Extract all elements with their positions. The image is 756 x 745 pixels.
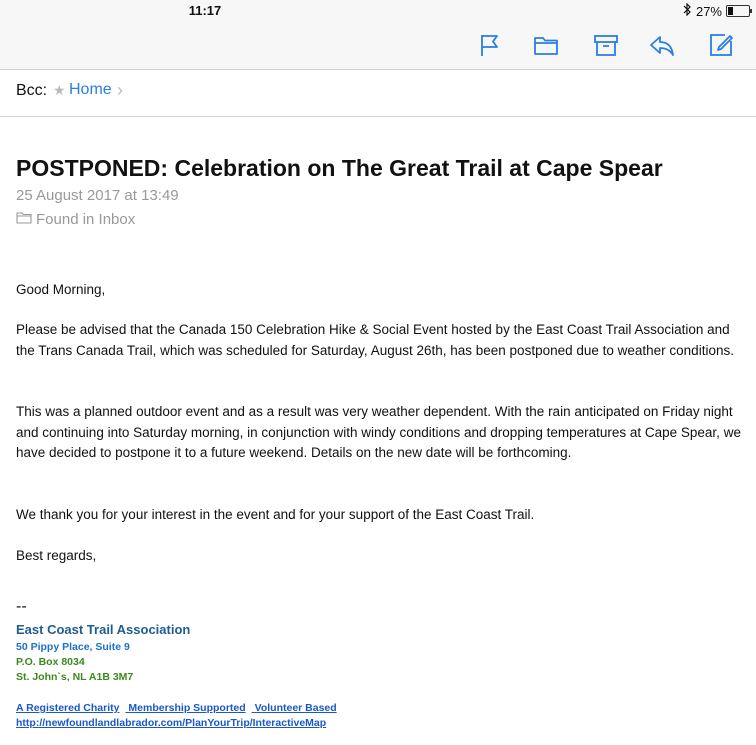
bcc-label: Bcc:: [16, 82, 48, 99]
battery-percent: 27%: [695, 3, 722, 19]
signature-org: East Coast Trail Association: [16, 622, 191, 637]
email-location[interactable]: [16, 211, 135, 228]
status-time: 11:17: [188, 3, 222, 18]
link-membership-supported[interactable]: Membership Supported: [128, 702, 246, 714]
link-registered-charity[interactable]: A Registered Charity: [16, 702, 120, 714]
email-closing: Best regards,: [16, 548, 97, 563]
email-toolbar: [0, 22, 756, 70]
status-right: [682, 3, 750, 19]
signature-url[interactable]: http://newfoundlandlabrador.com/PlanYourTrip/InteractiveMap: [16, 717, 327, 729]
email-greeting: Good Morning,: [16, 282, 106, 297]
link-volunteer-based[interactable]: Volunteer Based: [254, 702, 337, 714]
email-paragraph-3: We thank you for your interest in the event and for your support of the East Coast Trail.: [16, 507, 535, 522]
signature-links: [16, 702, 343, 714]
status-bar: [0, 0, 756, 22]
flag-icon[interactable]: [476, 31, 504, 59]
signature-address-3: St. John`s, NL A1B 3M7: [16, 671, 134, 683]
star-icon: ★: [53, 82, 66, 98]
bcc-recipient[interactable]: Home: [69, 81, 112, 98]
archive-icon[interactable]: [592, 31, 620, 59]
email-date: 25 August 2017 at 13:49: [16, 187, 179, 204]
folder-icon[interactable]: [532, 31, 560, 59]
signature-address-1: 50 Pippy Place, Suite 9: [16, 641, 130, 653]
email-subject: POSTPONED: Celebration on The Great Trail at Cape Spear: [16, 155, 663, 181]
signature-separator: --: [16, 598, 27, 615]
battery-icon: [726, 5, 750, 17]
reply-icon[interactable]: [648, 31, 676, 59]
compose-icon[interactable]: [707, 31, 735, 59]
bluetooth-icon: [682, 3, 692, 19]
email-paragraph-2: This was a planned outdoor event and as a result was very weather dependent. With the rain anticipated on Friday night and continuing into Saturday morning, in conjunction with windy conditions and dropping temperatures at Cape Spear, we have decided to postpone it to a future weekend. Details on the new date will be forthcoming.: [16, 404, 741, 460]
bcc-row: [0, 70, 756, 117]
email-paragraph-1: Please be advised that the Canada 150 Celebration Hike & Social Event hosted by the East Coast Trail Association and the Trans Canada Trail, which was scheduled for Saturday, August 26th, has been postponed due to weather conditions.: [16, 322, 734, 358]
email-location-label: Found in Inbox: [36, 211, 136, 228]
folder-small-icon: [16, 211, 32, 228]
signature-address-2: P.O. Box 8034: [16, 656, 85, 668]
chevron-right-icon[interactable]: ›: [117, 80, 123, 100]
